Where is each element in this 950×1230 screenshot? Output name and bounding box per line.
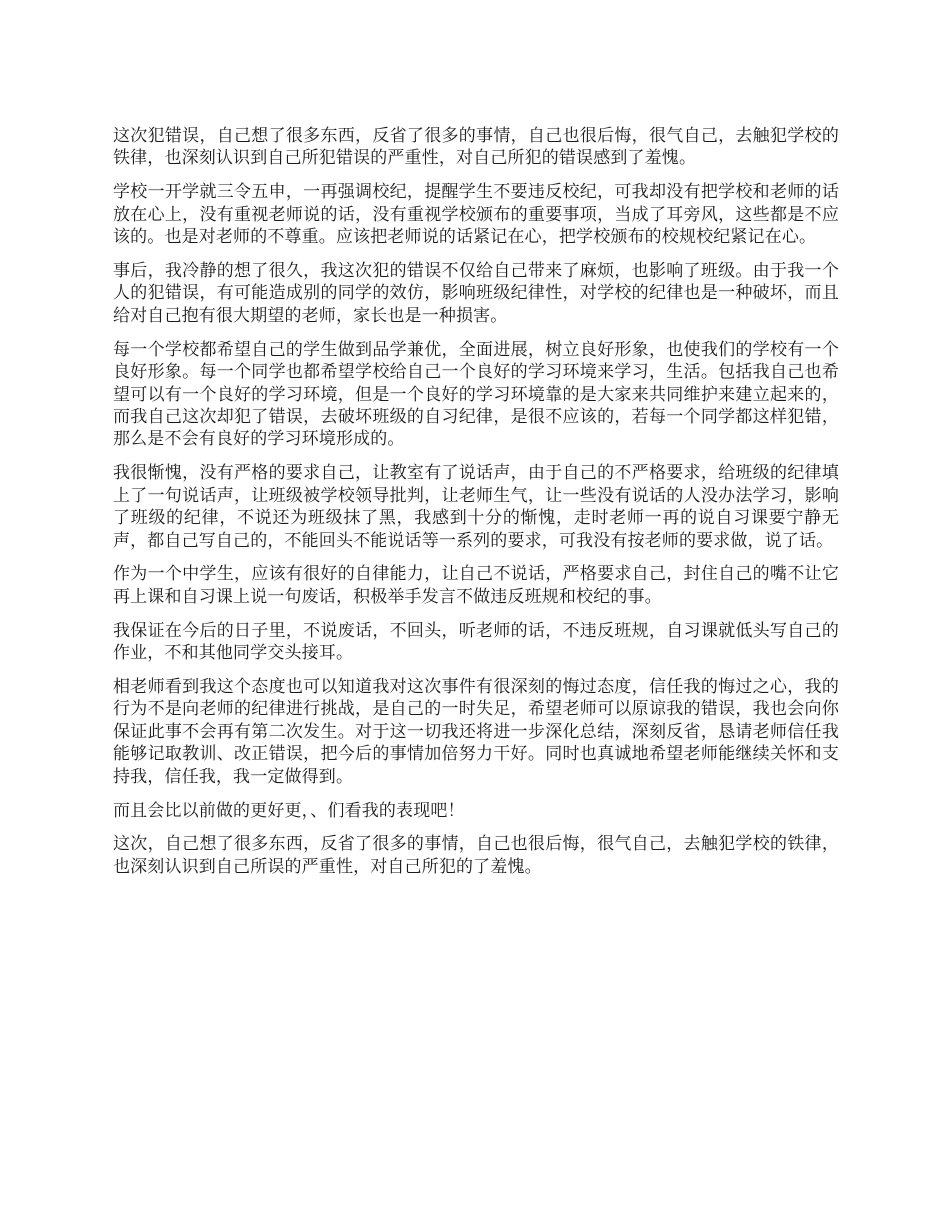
- paragraph: 相老师看到我这个态度也可以知道我对这次事件有很深刻的悔过态度，信任我的悔过之心，我的行为不是向老师的纪律进行挑战，是自己的一时失足，希望老师可以原谅我的错误，我也会向你保证此事不会再有第二次发生。对于这一切我还将进一步深化总结，深刻反省，恳请老师信任我能够记取教训、改正错误，把今后的事情加倍努力干好。同时也真诚地希望老师能继续关怀和支持我，信任我，我一定做得到。: [113, 677, 839, 787]
- paragraph: 这次犯错误，自己想了很多东西，反省了很多的事情，自己也很后悔，很气自己，去触犯学校的铁律，也深刻认识到自己所犯错误的严重性，对自己所犯的错误感到了羞愧。: [113, 126, 839, 169]
- paragraph: 我保证在今后的日子里，不说废话，不回头，听老师的话，不违反班规，自习课就低头写自己的作业，不和其他同学交头接耳。: [113, 620, 839, 664]
- paragraph: 每一个学校都希望自己的学生做到品学兼优，全面进展，树立良好形象，也使我们的学校有一个良好形象。每一个同学也都希望学校给自己一个良好的学习环境来学习，生活。包括我自己也希望可以有一个良好的学习环境，但是一个良好的学习环境靠的是大家来共同维护来建立起来的，而我自己这次却犯了错误，去破坏班级的自习纪律，是很不应该的，若每一个同学都这样犯错，那么是不会有良好的学习环境形成的。: [113, 339, 839, 450]
- paragraph: 我很惭愧，没有严格的要求自己，让教室有了说话声，由于自己的不严格要求，给班级的纪律填上了一句说话声，让班级被学校领导批判，让老师生气，让一些没有说话的人没办法学习，影响了班级的纪律，不说还为班级抹了黑，我感到十分的惭愧，走时老师一再的说自习课要宁静无声，都自己写自己的，不能回头不能说话等一系列的要求，可我没有按老师的要求做，说了话。: [113, 463, 839, 551]
- paragraph: 学校一开学就三令五申，一再强调校纪，提醒学生不要违反校纪，可我却没有把学校和老师的话放在心上，没有重视老师说的话，没有重视学校颁布的重要事项，当成了耳旁风，这些都是不应该的。也是对老师的不尊重。应该把老师说的话紧记在心，把学校颁布的校规校纪紧记在心。: [113, 182, 839, 248]
- paragraph: 而且会比以前做的更好更，、们看我的表现吧！: [113, 800, 465, 821]
- paragraph: 这次，自己想了很多东西，反省了很多的事情，自己也很后悔，很气自己，去触犯学校的铁律，也深刻认识到自己所误的严重性，对自己所犯的了羞愧。: [113, 834, 839, 877]
- paragraph: 事后，我冷静的想了很久，我这次犯的错误不仅给自己带来了麻烦，也影响了班级。由于我一个人的犯错误，有可能造成别的同学的效仿，影响班级纪律性，对学校的纪律也是一种破坏，而且给对自己抱有很大期望的老师，家长也是一种损害。: [113, 261, 839, 326]
- paragraph: 作为一个中学生，应该有很好的自律能力，让自己不说话，严格要求自己，封住自己的嘴不让它再上课和自习课上说一句废话，积极举手发言不做违反班规和校纪的事。: [113, 564, 839, 607]
- document-body: [113, 125, 839, 890]
